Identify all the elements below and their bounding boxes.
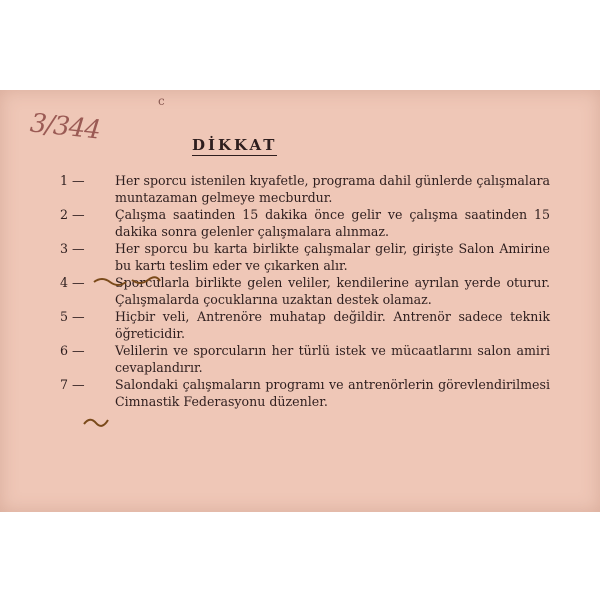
rule-number: 6 — [60, 343, 85, 358]
rule-item [60, 308, 550, 342]
rule-number: 5 — [60, 309, 85, 324]
rule-number: 1 — [60, 173, 85, 188]
rule-item [60, 172, 550, 206]
top-mark: c [158, 94, 165, 108]
rule-text: Velilerin ve sporcuların her türlü istek ve mücaatlarını salon amiri cevaplandırır. [115, 343, 550, 375]
rule-text: Salondaki çalışmaların programı ve antrenörlerin görevlendirilmesi Cimnastik Federasyonu düzenler. [115, 377, 550, 409]
pen-check-mark [82, 414, 110, 430]
rule-item [60, 206, 550, 240]
instruction-card [0, 90, 600, 512]
card-title: DİKKAT [192, 136, 278, 154]
rules-list [60, 172, 550, 410]
rule-text: Sporcularla birlikte gelen veliler, kendilerine ayrılan yerde oturur. Çalışmalarda çocuklarına uzaktan destek olamaz. [115, 275, 550, 307]
rule-item [60, 342, 550, 376]
rule-number: 7 — [60, 377, 85, 392]
rule-text: Çalışma saatinden 15 dakika önce gelir ve çalışma saatinden 15 dakika sonra gelenler çalışmalara alınmaz. [115, 207, 550, 239]
rule-text: Her sporcu bu karta birlikte çalışmalar gelir, girişte Salon Amirine bu kartı teslim eder ve çıkarken alır. [115, 241, 550, 273]
rule-text: Her sporcu istenilen kıyafetle, programa dahil günlerde çalışmalara muntazaman gelmeye mecburdur. [115, 173, 550, 205]
rule-number: 4 — [60, 275, 85, 290]
rule-number: 3 — [60, 241, 85, 256]
rule-item [60, 274, 550, 308]
rule-text: Hiçbir veli, Antrenöre muhatap değildir. Antrenör sadece teknik öğreticidir. [115, 309, 550, 341]
rule-number: 2 — [60, 207, 85, 222]
rule-item [60, 240, 550, 274]
rule-item [60, 376, 550, 410]
handwritten-note: 3/344 [28, 108, 102, 146]
